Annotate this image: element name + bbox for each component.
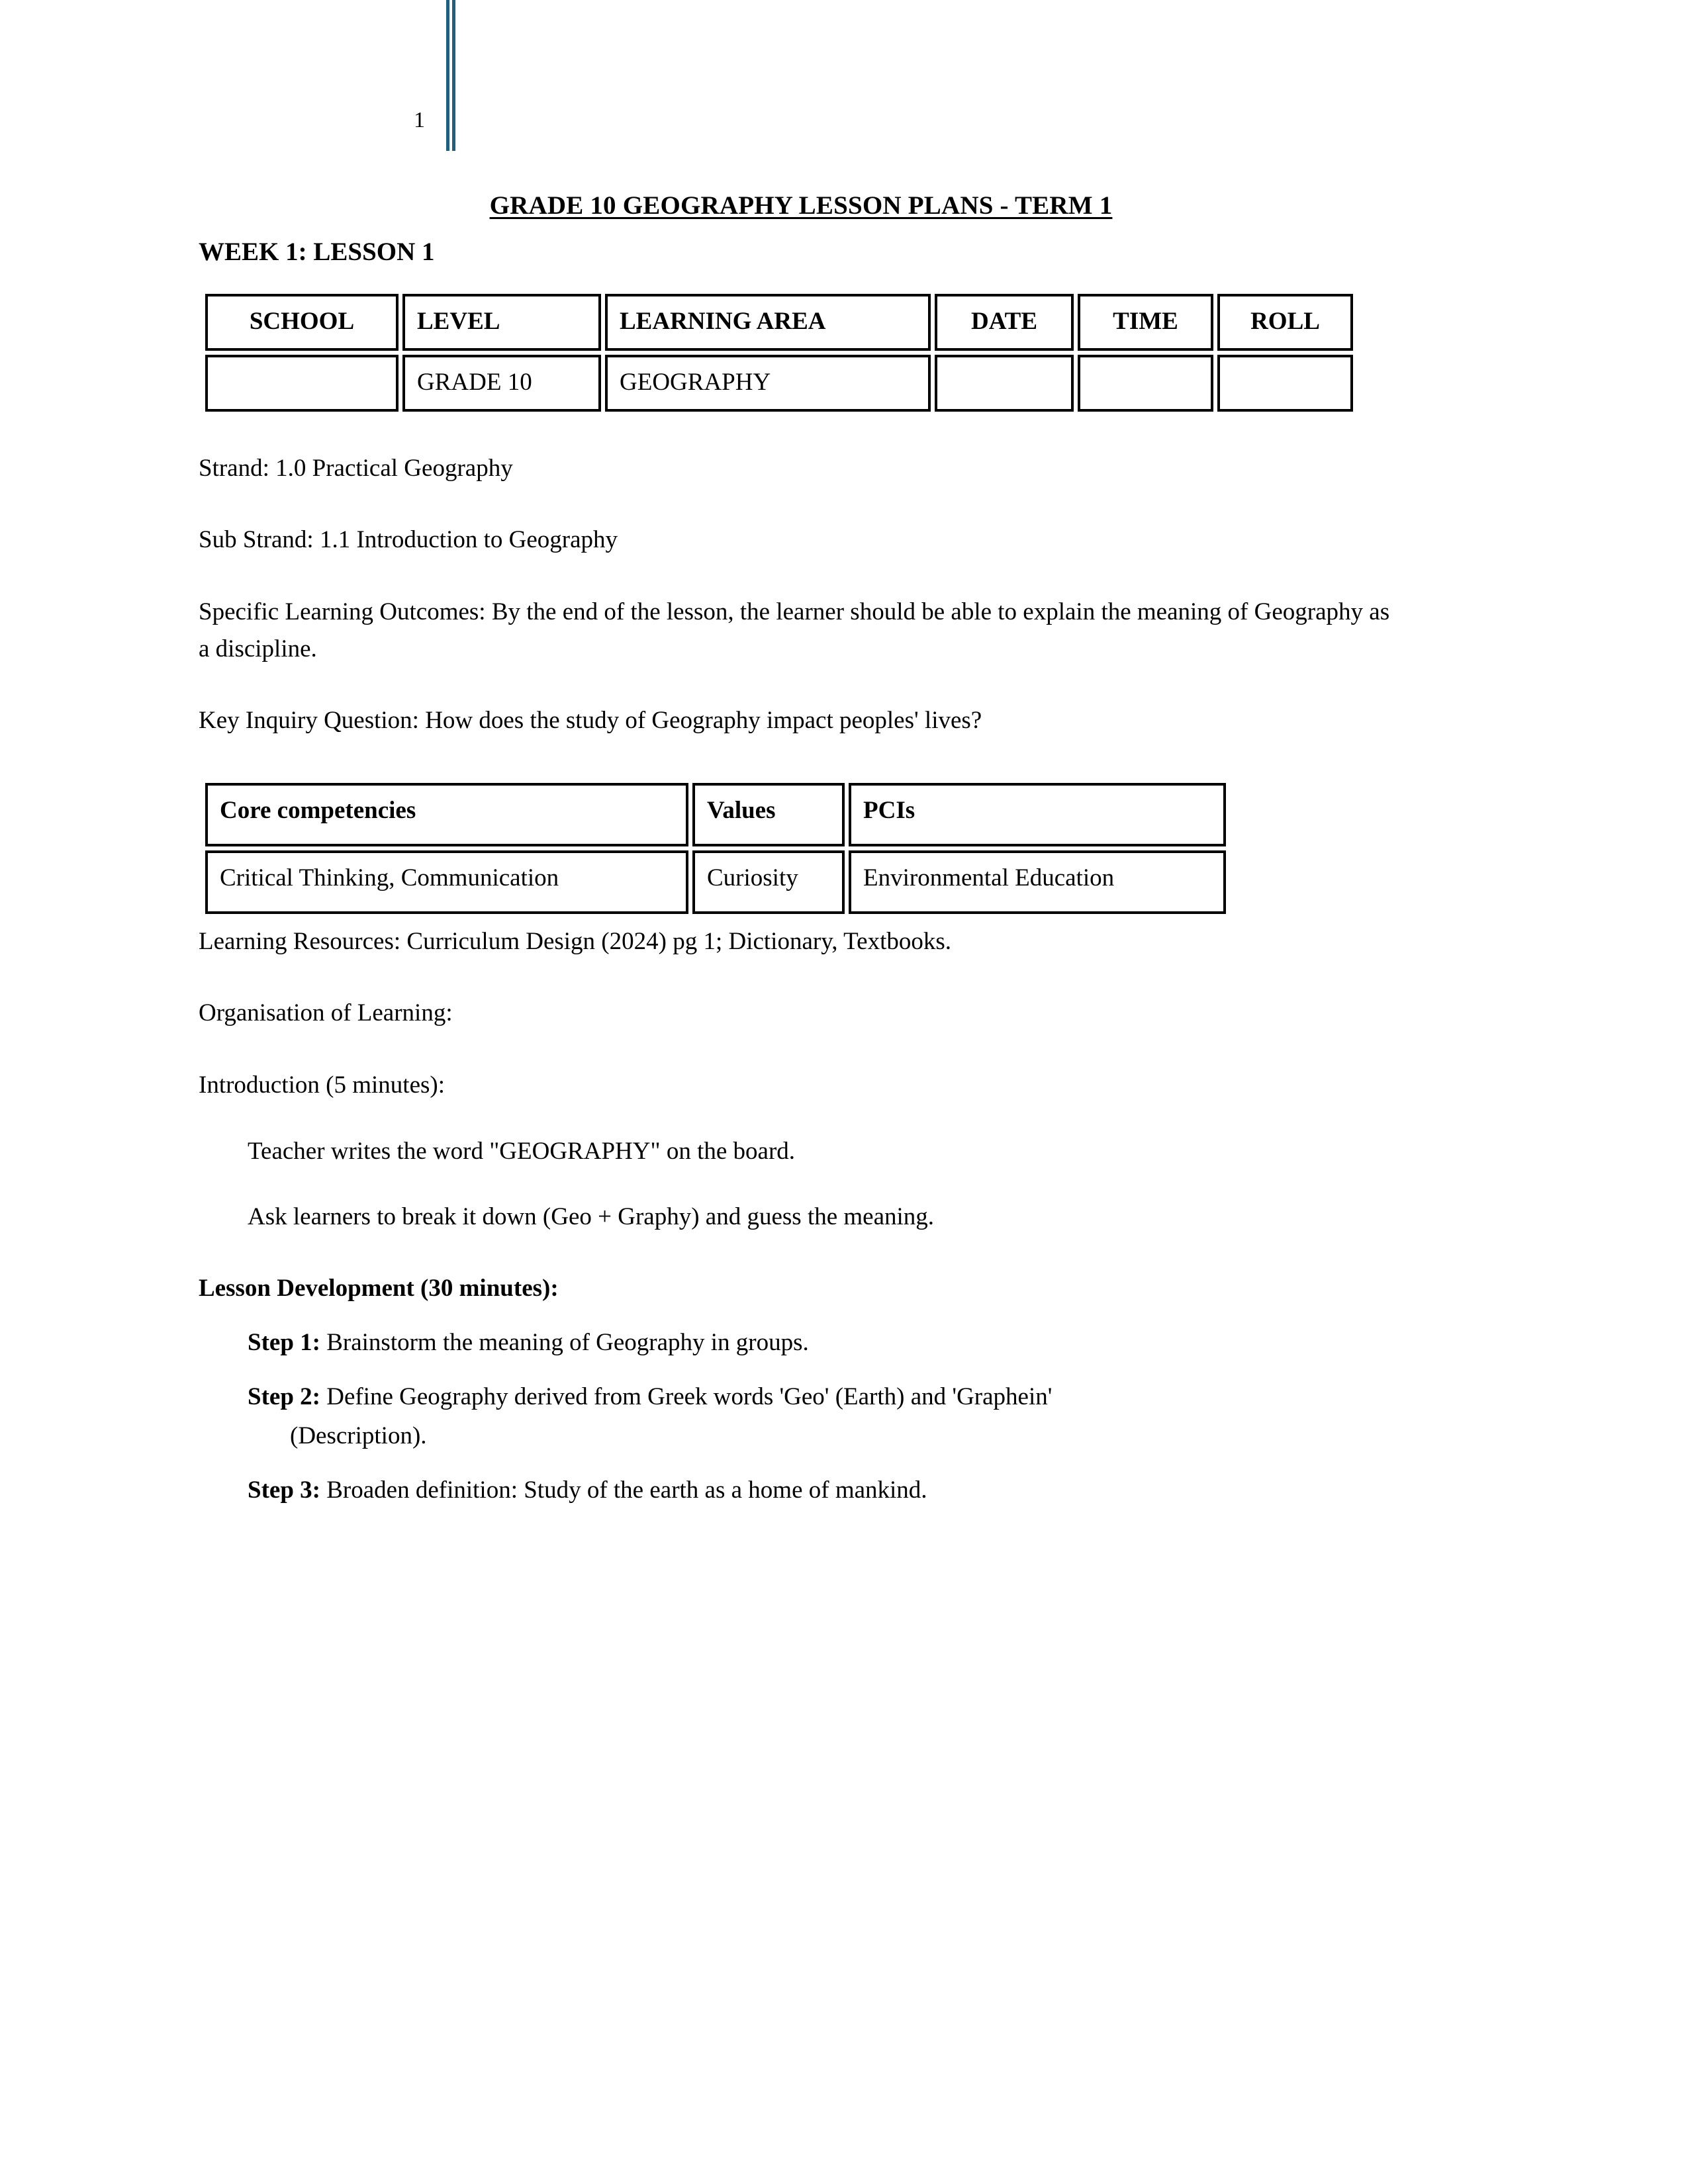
- lesson-step-2: [199, 1361, 1403, 1416]
- header-level: LEVEL: [402, 294, 601, 351]
- document-title-text: GRADE 10 GEOGRAPHY LESSON PLANS - TERM 1: [489, 191, 1113, 220]
- header-learning-area: LEARNING AREA: [605, 294, 931, 351]
- table-row: [205, 850, 1226, 914]
- table-row: [205, 355, 1353, 412]
- table-row-header: [205, 294, 1353, 351]
- lesson-step-1: [199, 1307, 1403, 1361]
- cell-values-value[interactable]: Curiosity: [692, 850, 845, 914]
- week-lesson-heading: WEEK 1: LESSON 1: [199, 238, 435, 267]
- step-2-label: Step 2:: [248, 1383, 320, 1410]
- header-time: TIME: [1078, 294, 1213, 351]
- step-2-text: Define Geography derived from Greek words 'Geo' (Earth) and 'Graphein': [320, 1383, 1053, 1410]
- step-1-label: Step 1:: [248, 1329, 320, 1357]
- header-date: DATE: [935, 294, 1074, 351]
- cell-time-value[interactable]: [1078, 355, 1213, 412]
- introduction-item-2: Ask learners to break it down (Geo + Graphy) and guess the meaning.: [248, 1203, 935, 1231]
- introduction-item-1: Teacher writes the word "GEOGRAPHY" on the board.: [248, 1137, 796, 1165]
- lesson-step-3: [199, 1455, 1403, 1509]
- header-core-competencies: Core competencies: [205, 783, 688, 846]
- document-body: [199, 0, 1403, 1508]
- lesson-step-2-continuation: (Description).: [290, 1422, 427, 1450]
- document-title: [199, 0, 1403, 221]
- key-inquiry-question-line: Key Inquiry Question: How does the study of Geography impact peoples' lives?: [199, 706, 982, 734]
- strand-line: Strand: 1.0 Practical Geography: [199, 455, 513, 482]
- header-pcis: PCIs: [849, 783, 1226, 846]
- introduction-heading: Introduction (5 minutes):: [199, 1071, 445, 1099]
- header-roll: ROLL: [1217, 294, 1353, 351]
- header-values: Values: [692, 783, 845, 846]
- specific-learning-outcomes-line: Specific Learning Outcomes: By the end of the lesson, the learner should be able to explain the meaning of Geography as a discipline.: [199, 598, 1390, 662]
- competency-table: [201, 779, 1230, 918]
- cell-core-competencies-value[interactable]: Critical Thinking, Communication: [205, 850, 688, 914]
- table-row-header: [205, 783, 1226, 846]
- step-1-text: Brainstorm the meaning of Geography in groups.: [320, 1329, 809, 1357]
- cell-roll-value[interactable]: [1217, 355, 1353, 412]
- step-3-text: Broaden definition: Study of the earth as a home of mankind.: [320, 1476, 927, 1504]
- learning-resources-line: Learning Resources: Curriculum Design (2024) pg 1; Dictionary, Textbooks.: [199, 928, 951, 956]
- cell-pcis-value[interactable]: Environmental Education: [849, 850, 1226, 914]
- header-school: SCHOOL: [205, 294, 399, 351]
- lesson-development-heading: Lesson Development (30 minutes):: [199, 1274, 559, 1302]
- cell-learning-area-value[interactable]: GEOGRAPHY: [605, 355, 931, 412]
- cell-date-value[interactable]: [935, 355, 1074, 412]
- lesson-info-table: [201, 290, 1357, 416]
- cell-level-value[interactable]: GRADE 10: [402, 355, 601, 412]
- sub-strand-line: Sub Strand: 1.1 Introduction to Geography: [199, 526, 618, 554]
- page-number: 1: [414, 108, 425, 132]
- step-3-label: Step 3:: [248, 1476, 320, 1504]
- organisation-of-learning-line: Organisation of Learning:: [199, 999, 453, 1027]
- cell-school-value[interactable]: [205, 355, 399, 412]
